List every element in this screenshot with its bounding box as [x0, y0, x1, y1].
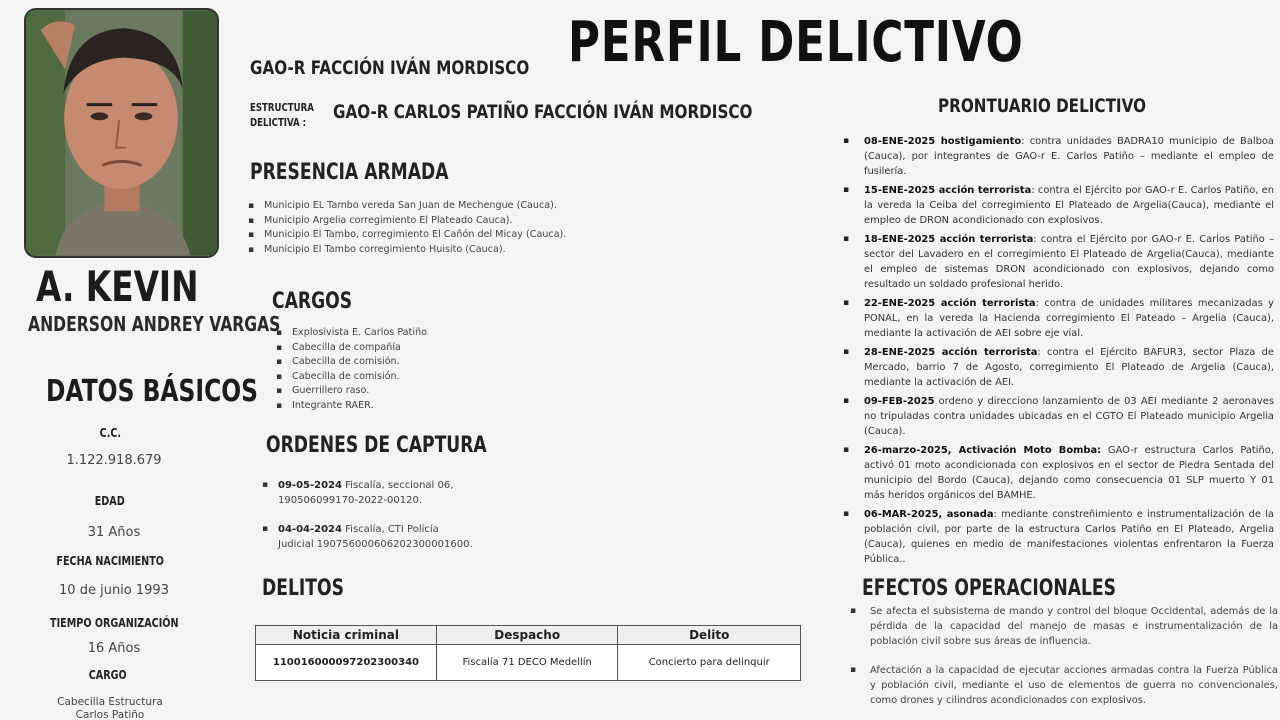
list-item: ▪ Guerrillero raso.: [276, 384, 536, 399]
alias-name: A. KEVIN: [36, 262, 199, 311]
person-photo-illustration: [26, 10, 217, 256]
table-header: Despacho: [436, 626, 618, 645]
presencia-armada-title: PRESENCIA ARMADA: [250, 160, 449, 185]
estructura-value: GAO-R CARLOS PATIÑO FACCIÓN IVÁN MORDISCO: [333, 101, 753, 123]
ordenes-captura-title: ORDENES DE CAPTURA: [266, 433, 487, 458]
list-item: ▪ Municipio EL Tambo vereda San Juan de Mechengue (Cauca).: [248, 199, 608, 214]
list-item: ▪ 09-FEB-2025 ordeno y direcciono lanzamiento de 03 AEI mediante 2 aeronaves no tripuladas contra unidades ubicadas en el CGTO El Plateado municipio Argelia (Cauca).: [836, 394, 1274, 439]
profile-photo: [24, 8, 219, 258]
edad-label: EDAD: [95, 494, 125, 508]
list-item: ▪ 06-MAR-2025, asonada: mediante constreñimiento e instrumentalización de la población civil, por parte de la estructura Carlos Patiño en El Plateado, Argelia (Cauca), quienes en medio de manifestaciones violentas enfrentaron la Fuerza Pública..: [836, 507, 1274, 567]
list-item: ▪ Cabecilla de compañía: [276, 341, 536, 356]
delitos-title: DELITOS: [262, 576, 344, 601]
list-item: ▪ Municipio El Tambo, corregimiento El Cañón del Micay (Cauca).: [248, 228, 608, 243]
fecha-nacimiento-value: 10 de junio 1993: [59, 583, 169, 598]
presencia-armada-list: [248, 199, 608, 257]
cargo-value-line1: Cabecilla Estructura: [57, 696, 163, 708]
tiempo-organizacion-value: 16 Años: [87, 641, 141, 656]
table-cell: Concierto para delinquir: [618, 645, 801, 681]
list-item: ▪ Cabecilla de comisión.: [276, 355, 536, 370]
delitos-table: [255, 625, 801, 681]
prontuario-list: [836, 134, 1274, 571]
tiempo-organizacion-label: TIEMPO ORGANIZACIÓN: [49, 616, 179, 630]
list-item: ▪ Municipio El Tambo corregimiento Huisito (Cauca).: [248, 243, 608, 258]
efectos-operacionales-title: EFECTOS OPERACIONALES: [862, 576, 1116, 601]
list-item: ▪ 15-ENE-2025 acción terrorista: contra el Ejército por GAO-r E. Carlos Patiño, en la vereda la Ceiba del corregimiento El Plateado de Argelia(Cauca), mediante el empleo de DRON acondicionado con explosivos.: [836, 183, 1274, 228]
list-item: ▪ Se afecta el subsistema de mando y control del bloque Occidental, además de la pérdida de la capacidad del manejo de masas e instrumentalización de la población civil sobre sus áreas de influencia.: [836, 604, 1278, 649]
prontuario-title: PRONTUARIO DELICTIVO: [938, 95, 1147, 117]
full-name: ANDERSON ANDREY VARGAS: [28, 312, 281, 336]
edad-value: 31 Años: [87, 525, 141, 540]
list-item: ▪ 09-05-2024 Fiscalía, seccional 06, 190506099170-2022-00120.: [254, 478, 594, 508]
table-header: Delito: [618, 626, 801, 645]
table-row: [256, 645, 801, 681]
page-title: PERFIL DELICTIVO: [568, 10, 1024, 75]
list-item: ▪ Afectación a la capacidad de ejecutar acciones armadas contra la Fuerza Pública y población civil, mediante el uso de elementos de guerra no convencionales, como drones y cilindros acondicionados con explosivos.: [836, 663, 1278, 708]
list-item: ▪ Municipio Argelia corregimiento El Plateado Cauca).: [248, 214, 608, 229]
list-item: ▪ 26-marzo-2025, Activación Moto Bomba: GAO-r estructura Carlos Patiño, activó 01 moto acondicionada con explosivos en el sector de Piedra Sentada del municipio del Bordo (Cauca), dejando como consecuencia 01 SLP muerto Y 01 más heridos orgánicos del BAMHE.: [836, 443, 1274, 503]
list-item: ▪ 22-ENE-2025 acción terrorista: contra de unidades militares mecanizadas y PONAL, en la vereda la Hacienda corregimiento El Pateado – Argelia (Cauca), mediante la activación de AEI sobre eje vial.: [836, 296, 1274, 341]
list-item: ▪ Explosivista E. Carlos Patiño: [276, 326, 536, 341]
datos-basicos-title: DATOS BÁSICOS: [46, 374, 259, 409]
table-header: Noticia criminal: [256, 626, 437, 645]
table-header-row: [256, 626, 801, 645]
cargo-label: CARGO: [89, 668, 127, 682]
list-item: ▪ 28-ENE-2025 acción terrorista: contra el Ejército BAFUR3, sector Plaza de Mercado, barrio 7 de Agosto, corregimiento El Plateado de Argelia (Cauca), mediante la activación de AEI.: [836, 345, 1274, 390]
fecha-nacimiento-label: FECHA NACIMIENTO: [56, 554, 164, 568]
list-item: ▪ Integrante RAER.: [276, 399, 536, 414]
list-item: ▪ 18-ENE-2025 acción terrorista: contra el Ejército por GAO-r E. Carlos Patiño – sector del Lavadero en el corregimiento El Plateado de Argelia(Cauca), mediante el empleo de sistemas DRON acondicionado con explosivos, dejando como resultado un soldado profesional herido.: [836, 232, 1274, 292]
faction-heading: GAO-R FACCIÓN IVÁN MORDISCO: [250, 57, 530, 79]
table-cell: 110016000097202300340: [256, 645, 437, 681]
cargos-list: [276, 326, 536, 413]
list-item: ▪ Cabecilla de comisión.: [276, 370, 536, 385]
cargos-title: CARGOS: [272, 289, 353, 314]
table-cell: Fiscalía 71 DECO Medellín: [436, 645, 618, 681]
ordenes-captura-list: [254, 478, 594, 552]
cc-label: C.C.: [99, 426, 121, 440]
list-item: ▪ 08-ENE-2025 hostigamiento: contra unidades BADRA10 municipio de Balboa (Cauca), por integrantes de GAO-r E. Carlos Patiño – mediante el empleo de fusilería.: [836, 134, 1274, 179]
list-item: ▪ 04-04-2024 Fiscalía, CTI Policía Judicial 190756000606202300001600.: [254, 522, 594, 552]
cc-value: 1.122.918.679: [66, 453, 162, 468]
cargo-value-line2: Carlos Patiño: [75, 709, 145, 720]
efectos-operacionales-list: [836, 604, 1278, 720]
estructura-label: ESTRUCTURA DELICTIVA :: [250, 101, 314, 129]
